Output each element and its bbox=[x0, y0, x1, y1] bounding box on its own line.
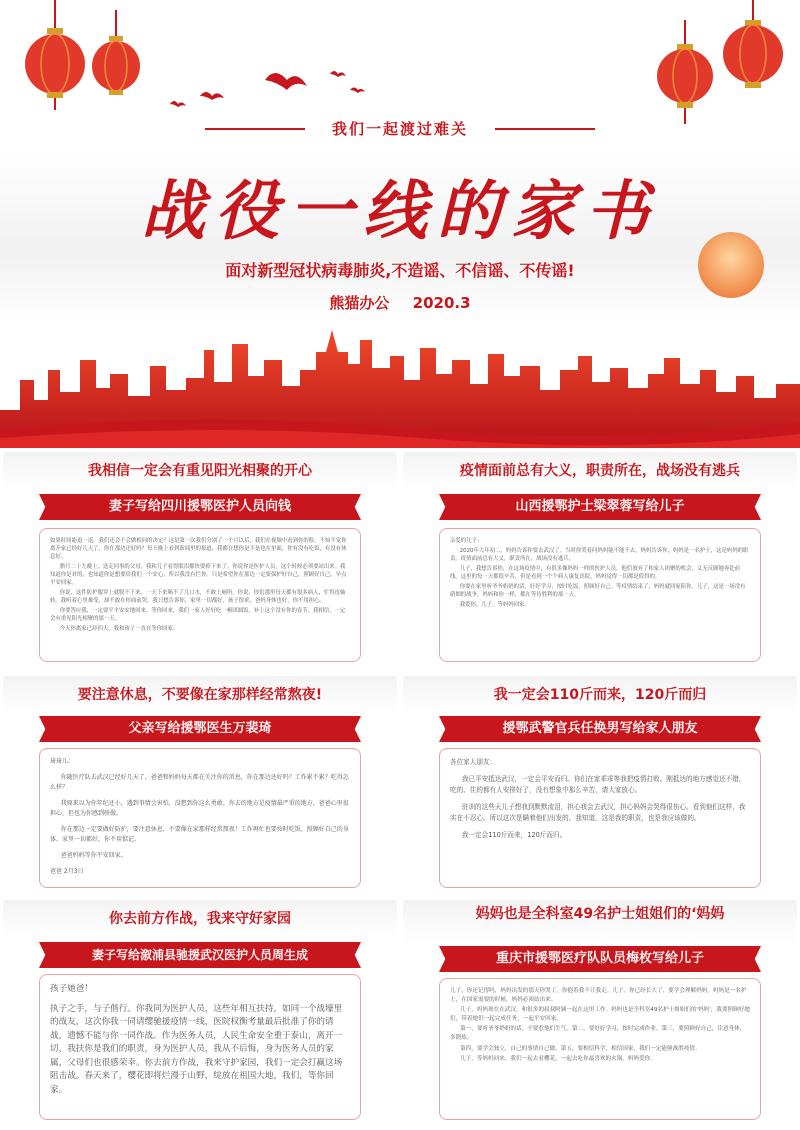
letter-paragraph: 如果时间能退一退，我们还会不会做相同的决定？这是第一次我们分别了一个月以后，我们在视频中看到你的脸。不知不觉你离开家已经好几天了，你在那边还好吗？每天晚上看到新闻里的报道，我都在想你是不是也在里面，你有没有吃饭，有没有休息好。 bbox=[50, 538, 347, 560]
panel-category: 你去前方作战，我来守好家园 bbox=[109, 911, 291, 927]
panel-category: 疫情面前总有大义，职责所在，战场没有逃兵 bbox=[460, 463, 740, 479]
hero-subtitle: 我们一起渡过难关 bbox=[331, 120, 468, 138]
letter-title-ribbon: 重庆市援鄂医疗队队员梅枚写给儿子 bbox=[449, 946, 751, 972]
panel-header bbox=[403, 900, 797, 944]
lantern-icon bbox=[88, 10, 144, 110]
letter-title-ribbon: 妻子写给溆浦县驰援武汉医护人员周生成 bbox=[49, 942, 351, 968]
panel-category: 我相信一定会有重见阳光相聚的开心 bbox=[88, 463, 312, 479]
letter-body bbox=[439, 528, 761, 662]
hero-date: 2020.3 bbox=[412, 294, 471, 312]
letter-paragraph: 你在那边一定要做好防护，要注意休息，不要像在家那样经常熬夜！工作再忙也要按时吃饭，照顾好自己的身体。家里一切都好，你不用惦记。 bbox=[50, 826, 349, 843]
letter-panel bbox=[403, 452, 797, 672]
letter-paragraph: 你要在家里听爷爷奶奶的话，好好学习，按时吃饭，照顾好自己。等疫情结束了，妈妈就回家陪你。儿子，这是一场没有硝烟的战争，妈妈和你一样，都在等待胜利的那一天。 bbox=[450, 584, 746, 598]
letter-paragraph: 我一定会110斤而来，120斤而归。 bbox=[461, 831, 567, 839]
letter-paragraph: 你随医疗队去武汉已经好几天了，爸爸和妈妈每天都在关注你的消息，你在那边还好吗？工作累不累？吃得怎么样？ bbox=[50, 774, 349, 791]
panel-header bbox=[403, 676, 797, 712]
birds-icon bbox=[160, 60, 380, 110]
letter-panel bbox=[403, 676, 797, 896]
letter-panel bbox=[3, 676, 397, 896]
letter-paragraph: 今天你离家已经四天，我和孩子一直在等你回家。 bbox=[59, 626, 179, 632]
panel-header bbox=[3, 452, 397, 488]
letter-panel bbox=[3, 900, 397, 1128]
city-skyline-icon bbox=[0, 330, 800, 448]
panel-category: 我一定会110斤而来，120斤而归 bbox=[493, 687, 707, 703]
letter-paragraph: 爸爸妈妈等你平安回家。 bbox=[60, 852, 127, 859]
letter-body bbox=[439, 748, 761, 888]
letter-paragraph: 第一，要听爷爷奶奶的话，不要惹他们生气。第二，要好好学习，按时完成作业。第三，要照顾好自己，注意身体，多锻炼。 bbox=[450, 1026, 746, 1041]
letter-paragraph: 儿子，妈妈现在在武汉，和很多的叔叔阿姨一起在这里工作。妈妈也是全科室49名护士姐姐们的'妈妈'，我要照顾好她们，带着她们一起完成任务，一起平安回家。 bbox=[450, 1007, 750, 1022]
letter-body bbox=[39, 974, 361, 1120]
hero-author-line bbox=[0, 292, 800, 313]
letter-paragraph: 2020年大年初二，妈妈告诉你要去武汉了。当时你哭着问妈妈能不能不去，妈妈告诉你，妈妈是一名护士，这是妈妈的职责。疫情面前总有大义，职责所在，战场没有逃兵。 bbox=[450, 548, 749, 562]
letter-panel bbox=[403, 900, 797, 1128]
letter-paragraph: 琦琦儿： bbox=[50, 758, 75, 765]
lantern-icon bbox=[655, 20, 715, 130]
hero-slogan: 面对新型冠状病毒肺炎,不造谣、不信谣、不传谣! bbox=[225, 261, 575, 280]
letter-body bbox=[439, 978, 761, 1120]
letter-paragraph: 孩子她爸！ bbox=[50, 984, 93, 994]
hero-banner bbox=[0, 0, 800, 448]
lantern-icon bbox=[20, 0, 90, 110]
letter-paragraph: 儿子，你还记得吗，妈妈出发的那天你哭了，你抱着我不让我走。儿子，你已经长大了，要学会理解妈妈。妈妈是一名护士，在国家需要的时候，妈妈必须站出来。 bbox=[450, 988, 747, 1003]
letter-paragraph: 腊月二十九晚上，送走同事的父母，我和儿子看得眼泪都快要掉下来了。你说你是医护人员，这个时候必须要站出来。我知道你是对的，也知道你是想要给我们一个安心，所以我没有拦你。只是希望你在那边一定要保护好自己，照顾好自己，早点平安回家。 bbox=[50, 564, 347, 586]
panel-category: 要注意休息，不要像在家那样经常熬夜! bbox=[77, 687, 323, 703]
panel-header bbox=[403, 452, 797, 488]
letter-paragraph: 各位家人朋友： bbox=[450, 758, 497, 766]
panel-category: 妈妈也是全科室49名护士姐姐们的‘妈妈 bbox=[475, 906, 725, 922]
letter-paragraph: 我爱你，儿子。等妈妈回家。 bbox=[459, 602, 530, 608]
letter-paragraph: 第四，要学会独立，自己的事情自己做。第五，要相信科学，相信国家，我们一定能够战胜疫情。 bbox=[460, 1045, 701, 1052]
letter-title-ribbon: 援鄂武警官兵任换男写给家人朋友 bbox=[449, 716, 751, 742]
letter-body bbox=[39, 748, 361, 888]
panel-header bbox=[3, 676, 397, 712]
letter-paragraph: 你要答应我，一定要平平安安地回来。等你回来，我们一家人好好吃一顿团圆饭，补上这个没有你的春节。我相信，一定会有重见阳光相聚的那一天。 bbox=[50, 608, 346, 622]
letter-paragraph: 驻训的这些天儿子想我到默默流泪，担心我会去武汉，担心妈妈会哭得很伤心。看到他们这样，我实在不忍心。所以这次是瞒着他们出发的。我知道，这是我的职责，也是我应该做的。 bbox=[450, 803, 746, 822]
letter-paragraph: 我已平安抵达武汉，一定会平安而归。你们在家乖乖等我把疫情打败。刚抵达的地方感觉还不错，吃的、住的都有人安排好了，没有想象中那么辛苦，请大家放心。 bbox=[450, 775, 746, 794]
letter-title-ribbon: 山西援鄂护士梁翠蓉写给儿子 bbox=[449, 494, 751, 520]
letter-body bbox=[39, 528, 361, 662]
hero-author: 熊猫办公 bbox=[329, 294, 390, 312]
letter-title-ribbon: 妻子写给四川援鄂医护人员向钱 bbox=[49, 494, 351, 520]
letter-paragraph: 儿子，我想告诉你，在这场疫情中，有很多像妈妈一样的医护人员，他们放弃了和家人团聚的机会，义无反顾地奔赴前线。这里的每一天都很辛苦，但是看到一个个病人康复出院，妈妈觉得一切都是值得的。 bbox=[450, 566, 741, 580]
letter-paragraph: 执子之手，与子偕行。你我同为医护人员，这些年相互扶持，如同一个战壕里的战友，这次你我一同请缨驰援疫情一线，医院权衡考量最后批准了你的请战，遗憾不能与你一同作战。作为医务人员，人民生命安全重于泰山，离开一切，我扶你是我们的职责，身为医护人员，我从不后悔，身为医务人员的家属，父母们也很感荣幸。你去前方作战，我来守护家园，我们一定会打赢这场阻击战。春天来了，樱花即将烂漫于山野，绽放在祖国大地，我们，等你回家。 bbox=[50, 1003, 343, 1095]
letter-paragraph: 你说，这件防护服穿上就脱不下来，一天下来喝不了几口水，不敢上厕所。你说，你们那里每天都有很多病人，忙得连轴转。我听着心里难受，却不敢在你面前哭。我只想告诉你，家里一切都好，孩子很乖，爸妈身体也好，你不用担心。 bbox=[50, 590, 346, 604]
letter-paragraph: 亲爱的儿子： bbox=[450, 538, 483, 544]
panel-header bbox=[3, 900, 397, 936]
letter-panel bbox=[3, 452, 397, 672]
letter-title-ribbon: 父亲写给援鄂医生万裴琦 bbox=[49, 716, 351, 742]
letter-paragraph: 儿子，等妈妈回来，我们一起去看樱花，一起去吃你最喜欢的火锅。妈妈爱你。 bbox=[460, 1056, 656, 1063]
letter-paragraph: 我原来以为你年纪还小，遇到事情会害怕，没想到你这么勇敢。你去的地方是疫情最严重的地方，爸爸心里很担心，但也为你感到骄傲。 bbox=[50, 800, 349, 817]
letter-signature: 爸爸 2月3日 bbox=[50, 868, 84, 875]
page-title: 战役一线的家书 bbox=[141, 174, 659, 249]
hero-subtitle-bar bbox=[205, 118, 595, 140]
lantern-icon bbox=[718, 0, 788, 100]
